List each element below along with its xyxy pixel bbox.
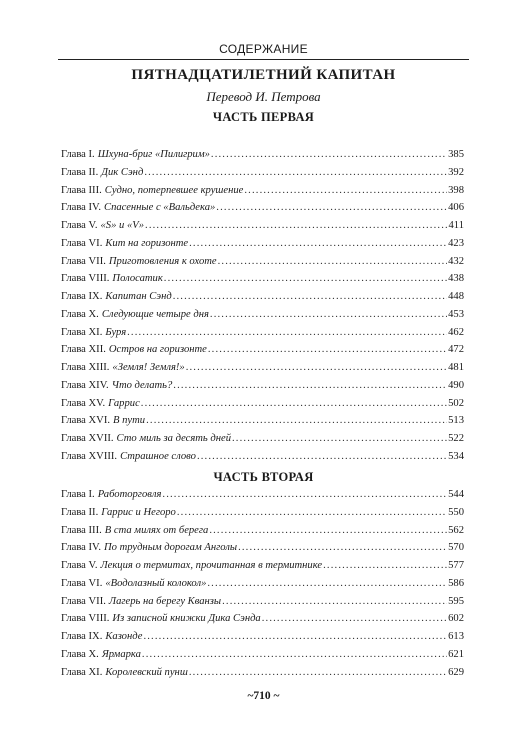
toc-entry bbox=[61, 557, 464, 575]
chapter-number: Глава XI. bbox=[61, 666, 103, 678]
chapter-title: «Земля! Земля!» bbox=[112, 362, 185, 373]
chapter-page-number: 502 bbox=[448, 397, 464, 409]
chapter-title: «Водолазный колокол» bbox=[105, 577, 207, 589]
chapter-page-number: 629 bbox=[448, 666, 464, 678]
chapter-number: Глава XI. bbox=[61, 326, 103, 338]
page-number: ~710 ~ bbox=[247, 690, 280, 702]
dot-leader bbox=[216, 199, 447, 217]
chapter-title: Капитан Сэнд bbox=[105, 291, 172, 302]
toc-entry bbox=[61, 628, 464, 646]
dot-leader bbox=[127, 324, 447, 342]
dot-leader bbox=[143, 628, 447, 646]
chapter-title: Гаррис bbox=[108, 397, 140, 409]
toc-entry-label bbox=[61, 395, 140, 413]
running-head: СОДЕРЖАНИЕ bbox=[219, 42, 308, 56]
chapter-page-number: 513 bbox=[448, 415, 464, 427]
chapter-number: Глава V. bbox=[61, 220, 98, 231]
toc-entry bbox=[61, 217, 464, 235]
toc-entry bbox=[61, 610, 464, 628]
chapter-title: Казонде bbox=[105, 631, 143, 642]
dot-leader bbox=[211, 146, 447, 164]
chapter-number: Глава IX. bbox=[61, 631, 103, 642]
chapter-page-number: 398 bbox=[448, 184, 464, 196]
chapter-number: Глава III. bbox=[61, 524, 102, 536]
chapter-title: Кит на горизонте bbox=[105, 237, 189, 249]
toc-entry-label bbox=[61, 430, 231, 448]
dot-leader bbox=[164, 270, 447, 288]
toc-part-one bbox=[61, 146, 464, 466]
toc-entry bbox=[61, 199, 464, 217]
toc-entry-label bbox=[61, 539, 237, 557]
toc-entry bbox=[61, 430, 464, 448]
toc-entry-label bbox=[61, 412, 145, 430]
book-title: ПЯТНАДЦАТИЛЕТНИЙ КАПИТАН bbox=[131, 67, 396, 83]
toc-entry-label bbox=[61, 182, 243, 200]
part-one-title: ЧАСТЬ ПЕРВАЯ bbox=[212, 110, 315, 124]
toc-entry bbox=[61, 539, 464, 557]
toc-entry-label bbox=[61, 235, 188, 253]
toc-entry-label bbox=[61, 306, 209, 324]
toc-entry bbox=[61, 575, 464, 593]
chapter-title: Буря bbox=[105, 326, 127, 338]
toc-entry-label bbox=[61, 486, 161, 504]
chapter-page-number: 595 bbox=[448, 595, 464, 607]
toc-entry-label bbox=[61, 146, 210, 164]
dot-leader bbox=[173, 288, 447, 306]
chapter-number: Глава IX. bbox=[61, 291, 103, 302]
chapter-number: Глава III. bbox=[61, 184, 102, 196]
chapter-number: Глава V. bbox=[61, 560, 98, 571]
chapter-number: Глава I. bbox=[61, 489, 95, 500]
chapter-page-number: 472 bbox=[448, 344, 464, 356]
toc-entry-label bbox=[61, 377, 172, 395]
chapter-title: Страшное слово bbox=[120, 450, 196, 462]
chapter-number: Глава XVII. bbox=[61, 433, 114, 444]
chapter-title: Полосатик bbox=[112, 273, 163, 285]
toc-entry bbox=[61, 522, 464, 540]
header-rule bbox=[58, 59, 469, 60]
chapter-number: Глава IV. bbox=[61, 542, 101, 554]
chapter-page-number: 438 bbox=[448, 273, 464, 285]
dot-leader bbox=[218, 253, 448, 271]
chapter-title: Гаррис и Негоро bbox=[101, 506, 176, 518]
toc-entry bbox=[61, 664, 464, 682]
toc-entry-label bbox=[61, 341, 207, 359]
chapter-page-number: 577 bbox=[448, 560, 464, 571]
toc-entry bbox=[61, 288, 464, 306]
chapter-page-number: 562 bbox=[448, 524, 464, 536]
chapter-title: Сто миль за десять дней bbox=[116, 433, 231, 444]
dot-leader bbox=[162, 486, 447, 504]
chapter-title: Работорговля bbox=[97, 489, 162, 500]
toc-entry-label bbox=[61, 288, 172, 306]
toc-entry-label bbox=[61, 575, 206, 593]
chapter-title: Приготовления к охоте bbox=[108, 255, 217, 267]
chapter-title: В пути bbox=[113, 415, 146, 427]
dot-leader bbox=[207, 575, 447, 593]
toc-entry-label bbox=[61, 324, 126, 342]
dot-leader bbox=[177, 504, 447, 522]
dot-leader bbox=[209, 522, 447, 540]
toc-entry-label bbox=[61, 164, 143, 182]
toc-entry bbox=[61, 646, 464, 664]
chapter-number: Глава XII. bbox=[61, 344, 106, 356]
dot-leader bbox=[244, 182, 447, 200]
chapter-number: Глава XV. bbox=[61, 397, 106, 409]
toc-entry bbox=[61, 359, 464, 377]
toc-entry-label bbox=[61, 504, 176, 522]
dot-leader bbox=[210, 306, 447, 324]
chapter-number: Глава IV. bbox=[61, 202, 101, 214]
chapter-title: В ста милях от берега bbox=[104, 524, 209, 536]
toc-entry-label bbox=[61, 359, 185, 377]
chapter-page-number: 453 bbox=[448, 308, 464, 320]
chapter-number: Глава XIV. bbox=[61, 379, 109, 391]
toc-part-two bbox=[61, 486, 464, 681]
dot-leader bbox=[146, 412, 447, 430]
toc-entry-label bbox=[61, 199, 215, 217]
toc-entry bbox=[61, 324, 464, 342]
chapter-page-number: 490 bbox=[448, 379, 464, 391]
toc-entry bbox=[61, 448, 464, 466]
toc-entry bbox=[61, 306, 464, 324]
chapter-number: Глава II. bbox=[61, 506, 99, 518]
chapter-title: Остров на горизонте bbox=[108, 344, 207, 356]
dot-leader bbox=[208, 341, 447, 359]
dot-leader bbox=[142, 646, 447, 664]
chapter-page-number: 613 bbox=[448, 631, 464, 642]
chapter-title: Спасенные с «Вальдека» bbox=[104, 202, 216, 214]
dot-leader bbox=[323, 557, 447, 575]
toc-entry-label bbox=[61, 557, 322, 575]
dot-leader bbox=[145, 217, 447, 235]
chapter-title: «S» и «V» bbox=[100, 220, 145, 231]
chapter-page-number: 406 bbox=[448, 202, 464, 214]
dot-leader bbox=[189, 664, 447, 682]
chapter-number: Глава VI. bbox=[61, 577, 103, 589]
toc-entry-label bbox=[61, 610, 261, 628]
toc-entry bbox=[61, 341, 464, 359]
dot-leader bbox=[189, 235, 447, 253]
toc-entry-label bbox=[61, 646, 141, 664]
chapter-title: Дик Сэнд bbox=[101, 166, 144, 178]
chapter-title: Следующие четыре дня bbox=[101, 308, 209, 320]
chapter-number: Глава VII. bbox=[61, 595, 106, 607]
toc-entry bbox=[61, 412, 464, 430]
chapter-title: Из записной книжки Дика Сэнда bbox=[112, 613, 261, 625]
chapter-page-number: 423 bbox=[448, 237, 464, 249]
toc-entry bbox=[61, 253, 464, 271]
chapter-number: Глава X. bbox=[61, 308, 99, 320]
toc-entry-label bbox=[61, 270, 163, 288]
chapter-page-number: 586 bbox=[448, 577, 464, 589]
chapter-number: Глава X. bbox=[61, 648, 99, 660]
chapter-number: Глава VIII. bbox=[61, 613, 110, 625]
chapter-title: Шхуна-бриг «Пилигрим» bbox=[97, 149, 210, 160]
toc-entry bbox=[61, 377, 464, 395]
toc-entry bbox=[61, 270, 464, 288]
chapter-page-number: 621 bbox=[448, 648, 464, 660]
chapter-title: Судно, потерпевшее крушение bbox=[104, 184, 244, 196]
chapter-title: Ярмарка bbox=[101, 648, 141, 660]
chapter-page-number: 432 bbox=[448, 255, 464, 267]
dot-leader bbox=[222, 593, 447, 611]
chapter-title: Что делать? bbox=[111, 379, 173, 391]
dot-leader bbox=[238, 539, 447, 557]
chapter-number: Глава XIII. bbox=[61, 362, 110, 373]
chapter-page-number: 544 bbox=[448, 489, 464, 500]
toc-entry-label bbox=[61, 522, 208, 540]
part-two-title: ЧАСТЬ ВТОРАЯ bbox=[213, 470, 314, 484]
toc-entry bbox=[61, 146, 464, 164]
toc-entry-label bbox=[61, 664, 188, 682]
chapter-page-number: 550 bbox=[448, 506, 464, 518]
dot-leader bbox=[173, 377, 447, 395]
chapter-title: Лагерь на берегу Кванзы bbox=[108, 595, 222, 607]
chapter-title: Королевский пунш bbox=[105, 666, 188, 678]
chapter-number: Глава VII. bbox=[61, 255, 106, 267]
toc-entry bbox=[61, 486, 464, 504]
toc-entry bbox=[61, 164, 464, 182]
toc-entry-label bbox=[61, 217, 144, 235]
chapter-page-number: 522 bbox=[448, 433, 464, 444]
toc-entry bbox=[61, 593, 464, 611]
dot-leader bbox=[232, 430, 447, 448]
dot-leader bbox=[262, 610, 447, 628]
chapter-page-number: 448 bbox=[448, 291, 464, 302]
toc-entry bbox=[61, 235, 464, 253]
chapter-number: Глава XVI. bbox=[61, 415, 111, 427]
chapter-page-number: 392 bbox=[448, 166, 464, 178]
toc-entry-label bbox=[61, 593, 221, 611]
dot-leader bbox=[141, 395, 447, 413]
chapter-page-number: 411 bbox=[448, 220, 464, 231]
dot-leader bbox=[197, 448, 447, 466]
chapter-number: Глава XVIII. bbox=[61, 450, 118, 462]
toc-entry-label bbox=[61, 448, 196, 466]
toc-entry bbox=[61, 395, 464, 413]
chapter-page-number: 462 bbox=[448, 326, 464, 338]
translator-line: Перевод И. Петрова bbox=[206, 89, 321, 104]
chapter-page-number: 385 bbox=[448, 149, 464, 160]
chapter-number: Глава II. bbox=[61, 166, 99, 178]
dot-leader bbox=[144, 164, 447, 182]
chapter-number: Глава VI. bbox=[61, 237, 103, 249]
toc-entry bbox=[61, 504, 464, 522]
toc-entry bbox=[61, 182, 464, 200]
chapter-page-number: 534 bbox=[448, 450, 464, 462]
chapter-page-number: 602 bbox=[448, 613, 464, 625]
toc-entry-label bbox=[61, 253, 217, 271]
chapter-page-number: 481 bbox=[448, 362, 464, 373]
dot-leader bbox=[186, 359, 447, 377]
chapter-title: По трудным дорогам Анголы bbox=[104, 542, 238, 554]
chapter-number: Глава I. bbox=[61, 149, 95, 160]
chapter-number: Глава VIII. bbox=[61, 273, 110, 285]
chapter-page-number: 570 bbox=[448, 542, 464, 554]
toc-entry-label bbox=[61, 628, 142, 646]
chapter-title: Лекция о термитах, прочитанная в термитнике bbox=[100, 560, 323, 571]
